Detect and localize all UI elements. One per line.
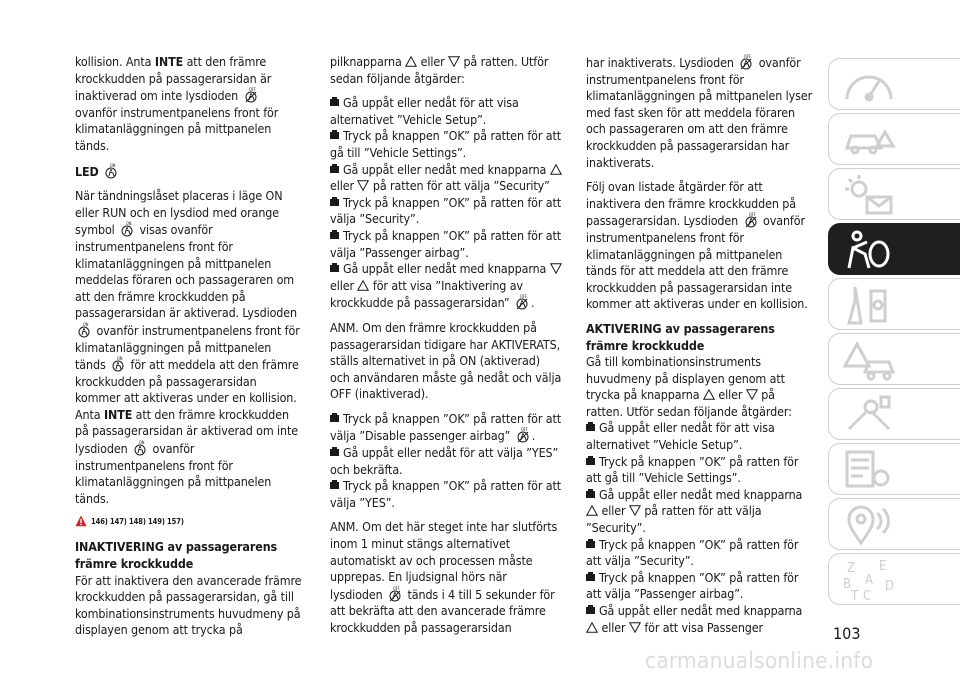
index-letter: A — [865, 573, 873, 588]
passenger-airbag-off-lamp-icon — [386, 586, 404, 602]
svg-text:OFF: OFF — [248, 87, 256, 93]
passenger-airbag-on-lamp-icon — [118, 221, 136, 237]
bullet-marker — [586, 491, 595, 498]
warnings-reference: 146) 147) 148) 149) 157) — [75, 515, 303, 529]
alphabet-index-icon — [841, 558, 901, 602]
index-letter: Z — [847, 561, 856, 576]
light-mail-icon — [841, 173, 897, 217]
step: Gå uppåt eller nedåt för att visa alternativet ”Vehicle Setup”. — [586, 420, 775, 453]
col2-intro: pilknapparna eller på ratten. Utför sedan följande åtgärder: — [330, 54, 549, 86]
index-letter: B — [843, 577, 852, 592]
step: Tryck på knappen ”OK” på ratten för att gå till ”Vehicle Settings”. — [330, 128, 562, 160]
down-arrow-icon — [629, 504, 641, 515]
car-warning-icon — [841, 118, 897, 162]
step: Tryck på knappen ”OK” på ratten för att välja ”YES”. — [330, 478, 562, 510]
inaktivering-heading: INAKTIVERING av passagerarens främre krockkudde — [75, 539, 278, 572]
step: Gå uppåt eller nedåt med knapparna eller för att visa Passenger — [586, 603, 814, 636]
page-number: 103 — [833, 624, 861, 643]
aktivering-heading: AKTIVERING av passagerarens främre krockkudde — [586, 320, 775, 353]
passenger-airbag-on-lamp-icon — [131, 440, 149, 456]
tab-emergency[interactable] — [828, 333, 960, 385]
list-settings-icon — [841, 448, 897, 492]
tab-multimedia[interactable] — [828, 498, 960, 550]
up-arrow-icon — [357, 279, 369, 290]
down-arrow-icon — [746, 388, 758, 399]
bullet-marker — [586, 541, 595, 548]
bullet-marker — [586, 574, 595, 581]
svg-text:OFF: OFF — [393, 585, 400, 591]
column-3 — [586, 54, 814, 636]
svg-text:ON: ON — [139, 440, 145, 446]
svg-text:OFF: OFF — [520, 294, 527, 300]
column-2 — [330, 54, 562, 645]
down-arrow-icon — [357, 179, 369, 190]
anm-note-2: ANM. Om det här steget inte har slutförts inom 1 minut stängs alternativet automatiskt av och processen måste upprepas. En ljudsignal hörs när lysdioden OFF tänds i 4 till 5 sekunder för att bekräfta att den avancerade främre krockkudden på passagerarsidan — [330, 519, 558, 635]
down-arrow-icon — [629, 621, 641, 632]
step: Gå uppåt eller nedåt med knapparna eller på ratten för att välja ”Security” — [330, 162, 562, 195]
tab-technical-data[interactable] — [828, 443, 960, 495]
tab-dashboard[interactable] — [828, 58, 960, 110]
bullet-marker — [330, 132, 339, 139]
step: Gå uppåt eller nedåt för att välja ”YES” och bekräfta. — [330, 445, 559, 477]
passenger-airbag-off-lamp-icon — [513, 294, 531, 310]
location-icon — [841, 503, 897, 547]
column-1 — [75, 54, 303, 647]
tab-lights-messages[interactable] — [828, 168, 960, 220]
passenger-airbag-off-lamp-icon — [242, 87, 260, 103]
led-paragraph: När tändningslåset placeras i läge ON eller RUN och en lysdiod med orange symbol ON visas ovanför instrumentpanelens front för klimatanläggningen på mittpanelen meddelas föraren och passageraren om att den främre krockkudden på passagerarsidan är aktiverad. Lysdioden ON ovanför instrumentpanelens front för klimatanläggningen på mittpanelen tänds ON för att meddela att den främre krockkudden på passagerarsidan kommer att aktiveras under en kollision. Anta INTE att den främre krockkudden på passagerarsidan är aktiverad om inte lysdioden ON ovanför instrumentpanelens front för klimatanläggningen på mittpanelen tänds. — [75, 188, 300, 506]
warning-triangle-car-icon — [841, 338, 897, 382]
aktivering-paragraph: Gå till kombinationsinstruments huvudmeny på displayen genom att trycka på knapparna eller på ratten. Utför sedan följande åtgärder: — [586, 354, 792, 419]
step: Tryck på knappen ”OK” på ratten för att välja ”Security”. — [586, 536, 799, 569]
step: Tryck på knappen ”OK” på ratten för att välja ”Passenger airbag”. — [330, 227, 562, 260]
up-arrow-icon — [703, 388, 715, 399]
anm-note-1: ANM. Om den främre krockkudden på passagerarsidan tidigare har AKTIVERATS, ställs alternativet in på ON (aktiverad) och användaren måste gå nedåt och välja OFF (inaktiverad). — [330, 319, 562, 402]
down-arrow-icon — [448, 55, 460, 66]
tab-index[interactable] — [828, 553, 960, 605]
down-arrow-icon — [550, 262, 562, 273]
bullet-marker — [330, 265, 339, 272]
index-letter: T — [851, 589, 859, 602]
passenger-airbag-off-lamp-icon — [737, 54, 755, 70]
tab-car-warning[interactable] — [828, 113, 960, 165]
up-arrow-icon — [550, 163, 562, 174]
svg-text:OFF: OFF — [744, 54, 751, 59]
bullet-marker — [586, 424, 595, 431]
svg-text:OFF: OFF — [520, 427, 528, 433]
index-letter: D — [885, 579, 895, 594]
bullet-marker — [586, 607, 595, 614]
svg-text:ON: ON — [117, 356, 123, 362]
bullet-marker — [586, 458, 595, 465]
svg-text:ON: ON — [83, 321, 89, 327]
up-arrow-icon — [586, 504, 598, 515]
step: Gå uppåt eller nedåt för att visa alternativet ”Vehicle Setup”. — [330, 95, 519, 127]
col1-intro: kollision. Anta INTE att den främre krockkudden på passagerarsidan är inaktiverad om inte lysdioden OFF ovanför instrumentpanelens front för klimatanläggningen på mittpanelen tänds. — [75, 54, 279, 153]
bullet-marker — [330, 482, 339, 489]
col3-intro: har inaktiverats. Lysdioden OFF ovanför instrumentpanelens front för klimatanläggningen på mittpanelen lyser med fast sken för att meddela föraren och passageraren om att den främre krockkudden på passagerarsidan har inaktiverats. — [586, 54, 813, 170]
bullet-marker — [330, 99, 339, 106]
step: Tryck på knappen ”OK” på ratten för att välja ”Passenger airbag”. — [586, 569, 799, 602]
col3-paragraph-2: Följ ovan listade åtgärder för att inaktivera den främre krockkudden på passagerarsidan. Lysdioden OFF ovanför instrumentpanelens front för klimatanläggningen på mittpanelen tänds för att meddela att den främre krockkudden på passagerarsidan inte kommer att aktiveras under en kollision. — [586, 179, 808, 312]
bullet-marker — [330, 449, 339, 456]
step: Gå uppåt eller nedåt med knapparna eller på ratten för att välja ”Security”. — [586, 486, 803, 536]
step: Gå uppåt eller nedåt med knapparna eller för att visa ”Inaktivering av krockkudde på passagerarsidan” OFF . — [330, 261, 562, 312]
bullet-marker — [330, 199, 339, 206]
tab-safety-airbag[interactable] — [828, 223, 960, 275]
passenger-airbag-on-lamp-icon — [109, 356, 127, 372]
tab-service-maintenance[interactable] — [828, 388, 960, 440]
passenger-airbag-off-lamp-icon — [514, 427, 532, 443]
bullet-marker — [330, 232, 339, 239]
warning-icon — [75, 515, 87, 527]
index-letter: C — [863, 589, 872, 602]
dashboard-icon — [841, 63, 897, 107]
step: Tryck på knappen ”OK” på ratten för att välja ”Disable passenger airbag” OFF . — [330, 410, 562, 444]
up-arrow-icon — [586, 621, 598, 632]
airbag-icon — [841, 228, 897, 272]
tab-starting-driving[interactable] — [828, 278, 960, 330]
index-letter: E — [879, 559, 887, 574]
step: Tryck på knappen ”OK” på ratten för att gå till ”Vehicle Settings”. — [586, 453, 799, 486]
up-arrow-icon — [405, 55, 417, 66]
wrench-bottle-icon — [841, 283, 897, 327]
step: Tryck på knappen ”OK” på ratten för att välja ”Security”. — [330, 194, 562, 227]
passenger-airbag-off-lamp-icon — [742, 212, 760, 228]
bullet-marker — [330, 166, 339, 173]
bullet-marker — [330, 415, 339, 422]
tools-icon — [841, 393, 897, 437]
passenger-airbag-on-lamp-icon — [75, 322, 93, 338]
inaktivering-paragraph: För att inaktivera den avancerade främre krockkudden på passagerarsidan, gå till kombinationsinstruments huvudmeny på displayen genom att trycka på — [75, 572, 302, 638]
led-heading: LED ON — [75, 163, 303, 181]
svg-text:ON: ON — [126, 221, 132, 227]
svg-text:OFF: OFF — [748, 212, 756, 218]
watermark: carmanualsonline.info — [645, 648, 874, 674]
svg-text:ON: ON — [110, 162, 116, 168]
passenger-airbag-on-lamp-icon — [102, 163, 120, 179]
